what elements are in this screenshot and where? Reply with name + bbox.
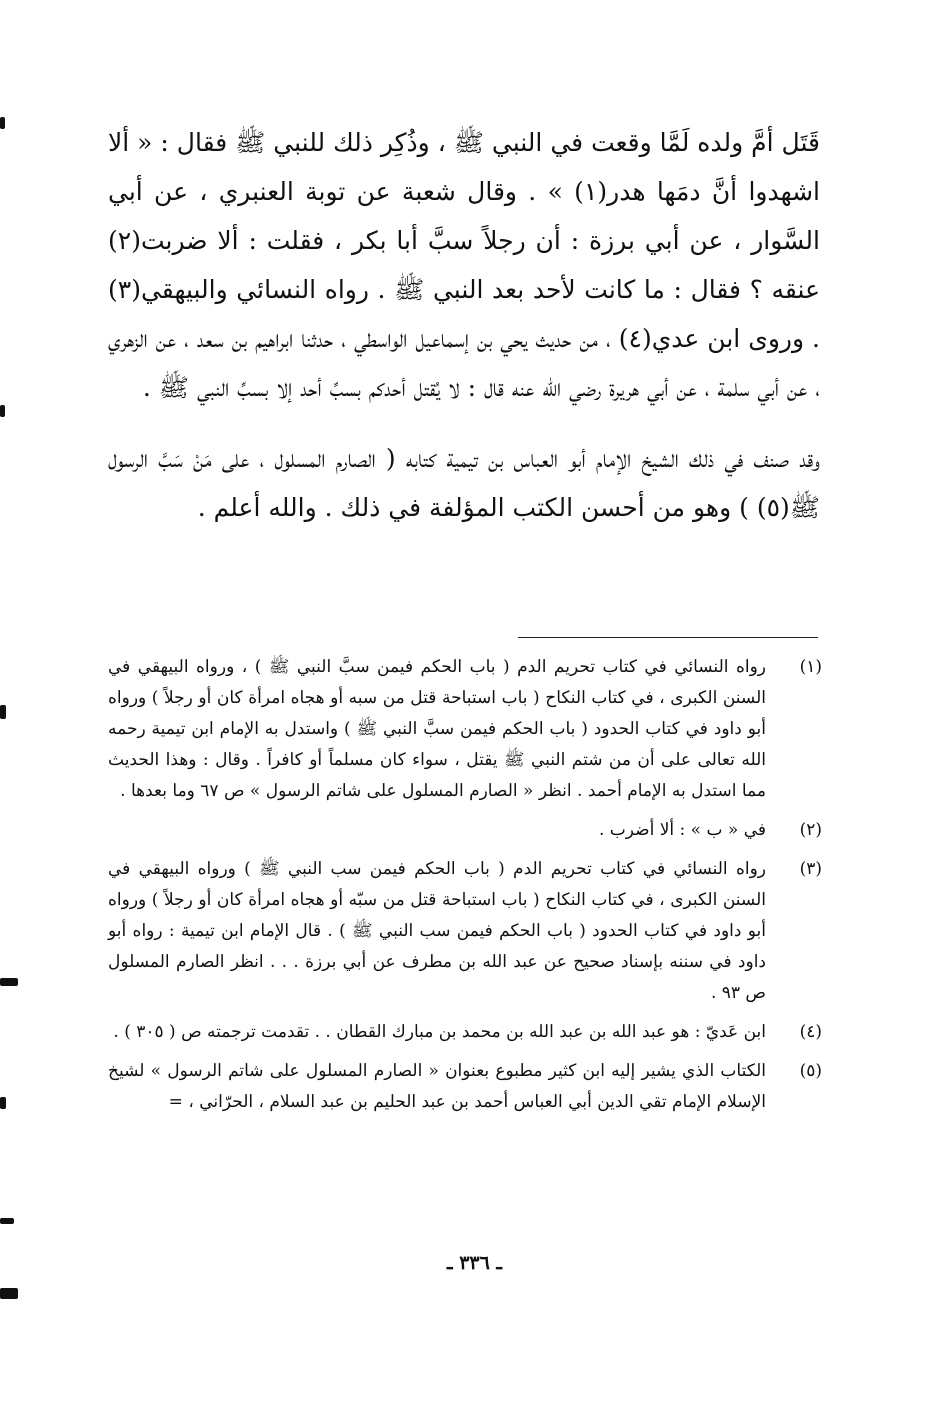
scan-edge-mark: [0, 1288, 18, 1299]
scan-edge-mark: [0, 117, 5, 129]
scan-edge-mark: [0, 1218, 14, 1224]
footnote-text: في « ب » : ألا أضرب .: [598, 820, 766, 840]
footnote-text: رواه النسائي في كتاب تحريم الدم ( باب الحكم فيمن سبَّ النبي ﷺ ) ، ورواه البيهقي في السنن الكبرى ، في كتاب النكاح ( باب استباحة قتل من سبه أو هجاه امرأة كان أو رجلاً ) ورواه أبو داود في كتاب الحدود ( باب الحكم فيمن سبَّ النبي ﷺ ) واستدل به الإمام ابن تيمية رحمه الله تعالى على أن من شتم النبي ﷺ يقتل ، سواء كان مسلماً أو كافراً . وقال : وهذا الحديث مما استدل به الإمام أحمد . انظر « الصارم المسلول على شاتم الرسول » ص ٦٧ وما بعدها .: [108, 657, 766, 801]
footnote-2: [108, 815, 822, 846]
scan-edge-mark: [0, 978, 18, 986]
footnote-5: [108, 1056, 822, 1118]
page-number: ـ ٣٣٦ ـ: [447, 1252, 502, 1274]
footnote-number: (١): [799, 657, 822, 677]
footnote-number: (٢): [799, 820, 822, 840]
main-text-block: [108, 118, 820, 532]
footnote-text: الكتاب الذي يشير إليه ابن كثير مطبوع بعنوان « الصارم المسلول على شاتم الرسول » لشيخ الإسلام الإمام تقي الدين أبي العباس أحمد بن عبد الحليم بن عبد السلام ، الحرّاني ، =: [108, 1061, 766, 1112]
scan-edge-mark: [0, 405, 5, 417]
footnotes-section: [108, 652, 822, 1126]
footnote-4: [108, 1017, 822, 1048]
footnote-separator: [518, 637, 818, 638]
scan-edge-mark: [0, 1097, 6, 1109]
scan-edge-mark: [0, 705, 6, 719]
main-paragraph-2: وقد صنف في ذلك الشيخ الإمام أبو العباس بن تيمية كتابه ( الصارم المسلول ، على مَنْ سَبَّ الرسول ﷺ(٥) ) وهو من أحسن الكتب المؤلفة في ذلك . والله أعلم .: [108, 444, 820, 522]
footnote-number: (٣): [799, 859, 822, 879]
footnote-1: [108, 652, 822, 807]
footnote-number: (٤): [799, 1022, 822, 1042]
footnote-text: رواه النسائي في كتاب تحريم الدم ( باب الحكم فيمن سب النبي ﷺ ) ورواه البيهقي في السنن الكبرى ، في كتاب النكاح ( باب استباحة قتل من سبّه أو هجاه امرأة كان أو رجلاً ) ورواه أبو داود في كتاب الحدود ( باب الحكم فيمن سب النبي ﷺ ) . قال الإمام ابن تيمية : رواه أبو داود في سننه بإسناد صحيح عن عبد الله بن مطرف عن أبي برزة . . . انظر الصارم المسلول ص ٩٣ .: [108, 859, 766, 1003]
main-paragraph-1: قَتَل أمَّ ولده لَمَّا وقعت في النبي ﷺ ، وذُكِر ذلك للنبي ﷺ فقال : « ألا اشهدوا أنَّ دمَها هدر(١) » . وقال شعبة عن توبة العنبري ، عن أبي السَّوار ، عن أبي برزة : أن رجلاً سبَّ أبا بكر ، فقلت : ألا ضربت(٢) عنقه ؟ فقال : ما كانت لأحد بعد النبي ﷺ . رواه النسائي والبيهقي(٣) . وروى ابن عدي(٤) ، من حديث يحي بن إسماعيل الواسطي ، حدثنا ابراهيم بن سعد ، عن الزهري ، عن أبي سلمة ، عن أبي هريرة رضي الله عنه قال : لا يُقتل أحدكم بسبِّ أحد إلا بسبِّ النبي ﷺ .: [108, 128, 821, 402]
footnote-3: [108, 854, 822, 1009]
footnote-text: ابن عَديّ : هو عبد الله بن عبد الله بن محمد بن مبارك القطان . . تقدمت ترجمته ص ( ٣٠٥ ) .: [113, 1022, 766, 1042]
footnote-number: (٥): [799, 1061, 822, 1081]
